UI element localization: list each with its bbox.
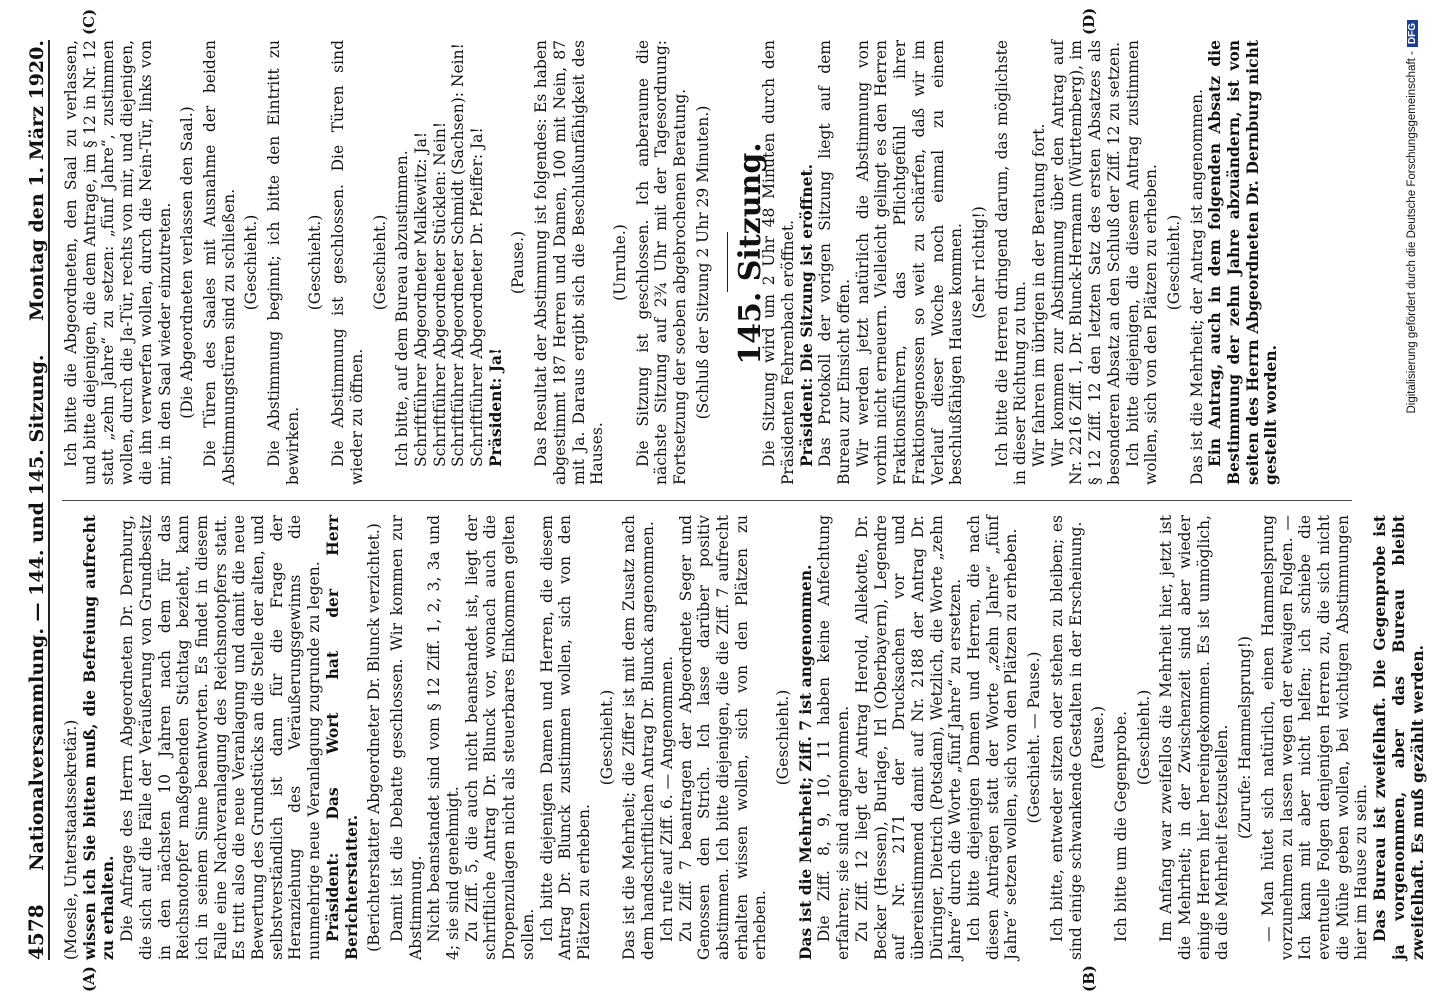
paragraph: Nicht beanstandet sind vom § 12 Ziff. 1, 2, 3, 3a und 4; sie sind genehmigt. <box>425 515 463 960</box>
paragraph: Die Sitzung wird um 2 Uhr 48 Minuten durch den Präsidenten Fehrenbach eröffnet. <box>760 40 797 485</box>
dfg-logo: DFG <box>1407 20 1418 47</box>
paragraph: wissen ich Sie bitten muß, die Befreiung aufrecht zu erhalten. <box>79 515 118 960</box>
paragraph: Ich bitte, auf dem Bureau abzustimmen. <box>393 150 412 467</box>
section-rule <box>727 233 728 293</box>
page-number: 4578 <box>24 904 48 960</box>
digitization-sidebar <box>1392 0 1432 1000</box>
paragraph: Das Bureau ist zweifelhaft. Die Gegenprobe ist ja vorgenommen, aber das Bureau bleibt zweifelhaft. Es muß gezählt werden. <box>1370 515 1427 960</box>
right-column <box>62 40 1281 485</box>
paragraph: Wir kommen zur Abstimmung über den Antrag auf Nr. 2216 Ziff. 1, Dr. Blunck-Hermann (Württemberg), im § 12 Ziff. 12 den letzten Satz des ersten Absatzes als besonderen Absatz an den Schluß der Ziff. 12 zu setzen. <box>1048 40 1123 485</box>
paragraph: Ich bitte, entweder sitzen oder stehen zu bleiben; es sind einige schwankende Gestalten in der Erscheinung. <box>1047 515 1085 960</box>
paragraph: Das ist die Mehrheit; der Antrag ist angenommen. <box>1187 88 1206 485</box>
paragraph: Die Türen des Saales mit Ausnahme der beiden Abstimmungstüren sind zu schließen. <box>200 40 238 485</box>
paragraph: Die Ziff. 8, 9, 10, 11 haben keine Anfechtung erfahren; sie sind angenommen. <box>815 515 853 960</box>
paragraph: Die Abstimmung ist geschlossen. Die Türen sind wieder zu öffnen. <box>329 40 366 485</box>
stage-direction: (Zurufe: Hammelsprung!) <box>1236 636 1255 839</box>
speaker-note: (Moesle, Unterstaatssekretär.) <box>62 719 80 960</box>
header-left-title: Nationalversammlung. — 144. und 145. Sitzung. <box>26 354 48 871</box>
vote-line: Schriftführer Abgeordneter Schmidt (Sachsen): Nein! <box>449 43 468 467</box>
paragraph: Wir fahren im übrigen in der Beratung fort. <box>1030 123 1049 467</box>
paragraph: Zu Ziff. 5, die auch nicht beanstandet ist, liegt der schriftliche Antrag Dr. Blunck vor, wonach auch die Dropenzulagen nicht als steuerbares Einkommen gelten sollen. <box>462 515 537 960</box>
stage-direction: (Pause.) <box>509 230 528 295</box>
margin-mark-d: (D) <box>1080 7 1098 35</box>
paragraph: Ich bitte diejenigen, die diesem Antrag zustimmen wollen, sich von den Plätzen zu erheben. <box>1123 40 1161 485</box>
vote-line: Schriftführer Abgeordneter Malkewitz: Ja! <box>411 131 430 467</box>
paragraph: Ich bitte um die Gegenprobe. <box>1111 710 1130 942</box>
funding-note: Digitalisierung gefördert durch die Deutsche Forschungsgemeinschaft - <box>1406 51 1418 414</box>
margin-mark-c: (C) <box>80 8 98 35</box>
paragraph: Ein Antrag, auch in dem folgenden Absatz die Bestimmung der zehn Jahre abzuändern, ist von seiten des Herrn Abgeordneten Dr. Dernburg nicht gestellt worden. <box>1205 40 1281 485</box>
paragraph: Das ist die Mehrheit; Ziff. 7 ist angenommen. <box>795 564 815 960</box>
stage-direction: (Pause.) <box>1089 705 1108 770</box>
paragraph: Die Anfrage des Herrn Abgeordneten Dr. Dernburg, die sich auf die Fälle der Veräußerung von Grundbesitz in den nächsten 10 Jahren nach dem für das Reichsnotopfer maßgebenden Stichtag bezieht, kann ich in seinem Sinne beantworten. Es findet in diesem Falle eine Nachveranlagung des Reichsnotopfers statt. Es tritt also die neue Veranlagung und damit die neue Bewertung des Grundstücks an die Stelle der alten, und selbstverständlich ist dann für die Frage der Heranziehung des Veräußerungsgewinns die nunmehrige neue Veranlagung zugrunde zu legen. <box>118 515 324 960</box>
stage-direction: (Die Abgeordneten verlassen den Saal.) <box>178 106 197 419</box>
paragraph: Ich bitte die Abgeordneten, den Saal zu verlassen, und bitte diejenigen, die dem Antrage, im § 12 in Nr. 12 statt „zehn Jahre“ zu setzen: „fünf Jahre“, zustimmen wollen, durch die Ja-Tür, rechts von mir, und diejenigen, die ihn verwerfen wollen, durch die Nein-Tür, links von mir, in den Saal wieder einzutreten. <box>62 40 174 485</box>
vote-line: Schriftführer Abgeordneter Dr. Pfeiffer: Ja! <box>468 127 487 467</box>
stage-direction: (Unruhe.) <box>610 224 629 301</box>
stage-direction: (Schluß der Sitzung 2 Uhr 29 Minuten.) <box>693 105 712 420</box>
stage-direction: (Geschieht.) <box>774 689 793 786</box>
paragraph: Die Abstimmung beginnt; ich bitte den Eintritt zu bewirken. <box>265 40 302 485</box>
stage-direction: (Sehr richtig!) <box>969 206 988 319</box>
stage-direction: (Geschieht.) <box>1164 214 1183 311</box>
paragraph: — Man hütet sich natürlich, einen Hammelsprung vorzunehmen zu lassen wegen der etwaigen Folgen. — Ich kann mit aber nicht helfen; ich schiebe die eventuelle Folgen denjenigen Herren zu, die sich nicht die Mühe geben wollen, bei wichtigen Abstimmungen hier im Hause zu sein. <box>1258 515 1371 960</box>
paragraph: Präsident: Die Sitzung ist eröffnet. <box>796 163 816 467</box>
page-header <box>8 40 50 960</box>
stage-direction: (Geschieht.) <box>1134 689 1153 786</box>
left-column <box>62 515 1427 960</box>
paragraph: Damit ist die Debatte geschlossen. Wir kommen zur Abstimmung. <box>387 515 425 960</box>
stage-direction: (Geschieht.) <box>370 214 389 311</box>
paragraph: Ich bitte diejenigen Damen und Herren, die nach diesen Anträgen statt der Worte „zehn Jahre“ „fünf Jahre“ setzen wollen, sich von den Plätzen zu erheben. <box>965 515 1021 960</box>
paragraph: Ich bitte diejenigen Damen und Herren, die diesem Antrag Dr. Blunck zustimmen wollen, sich von den Plätzen zu erheben. <box>537 515 593 960</box>
paragraph: Wir werden jetzt natürlich die Abstimmung von vorhin nicht erneuern. Vielleicht gelingt es den Herren Fraktionsführern, das Pflichtgefühl ihrer Fraktionsgenossen so weit zu schärfen, daß wir im Verlauf dieser Woche noch einmal zu einem beschlußfähigen Hause kommen. <box>853 40 966 485</box>
paragraph: Das ist die Mehrheit; die Ziffer ist mit dem Zusatz nach dem handschriftlichen Antrag Dr. Blunck angenommen. <box>620 515 658 960</box>
paragraph: Ich rufe auf Ziff. 6. — Angenommen. <box>657 655 676 942</box>
margin-mark-b: (B) <box>1080 965 1098 992</box>
header-right-date: Montag den 1. März 1920. <box>26 40 48 322</box>
paragraph: Das Resultat der Abstimmung ist folgendes: Es haben abgestimmt 187 Herren und Damen, 100 mit Nein, 87 mit Ja. Daraus ergibt sich die Beschlußunfähigkeit des Hauses. <box>532 40 607 485</box>
vote-line: Schriftführer Abgeordneter Stücklen: Nein! <box>430 121 449 467</box>
stage-direction: (Berichterstatter Abgeordneter Dr. Blunck verzichtet.) <box>365 523 384 952</box>
stage-direction: (Geschieht.) <box>306 214 325 311</box>
paragraph: Präsident: Das Wort hat der Herr Berichterstatter. <box>322 515 361 960</box>
paragraph: Zu Ziff. 7 beantragen der Abgeordnete Seger und Genossen den Strich. Ich lasse darüber positiv abstimmen. Ich bitte diejenigen, die die Ziff. 7 aufrecht erhalten wissen wollen, sich von den Plätzen zu erheben. <box>676 515 770 960</box>
paragraph: Das Protokoll der vorigen Sitzung liegt auf dem Bureau zur Einsicht offen. <box>816 40 854 485</box>
paragraph: Die Sitzung ist geschlossen. Ich anberaume die nächste Sitzung auf 2¾ Uhr mit der Tagesordnung: Fortsetzung der soeben abgebrochenen Beratung. <box>633 40 690 485</box>
paragraph: Ich bitte die Herren dringend darum, das möglichste in dieser Richtung zu tun. <box>992 40 1030 485</box>
paragraph: Im Anfang war zweifellos die Mehrheit hier, jetzt ist die Mehrheit; in der Zwischenzeit sind aber wieder einige Herren hier hereingekommen. Es ist unmöglich, da die Mehrheit festzustellen. <box>1157 515 1232 960</box>
stage-direction: (Geschieht.) <box>242 214 261 311</box>
paragraph: Zu Ziff. 12 liegt der Antrag Herold, Allekotte, Dr. Becker (Hessen), Burlage, Irl (Oberbayern), Legendre auf Nr. 2171 der Drucksachen vor und übereinstimmend damit auf Nr. 2188 der Antrag Dr. Düringer, Dietrich (Potsdam), Wetzlich, die Worte „zehn Jahre“ durch die Worte „fünf Jahre“ zu ersetzen. <box>852 515 965 960</box>
column-divider <box>62 500 1352 501</box>
vote-line: Präsident: Ja! <box>485 348 505 467</box>
stage-direction: (Geschieht. — Pause.) <box>1025 651 1044 824</box>
session-heading: 145. Sitzung. <box>732 142 768 365</box>
margin-mark-a: (A) <box>80 966 98 992</box>
stage-direction: (Geschieht.) <box>597 689 616 786</box>
